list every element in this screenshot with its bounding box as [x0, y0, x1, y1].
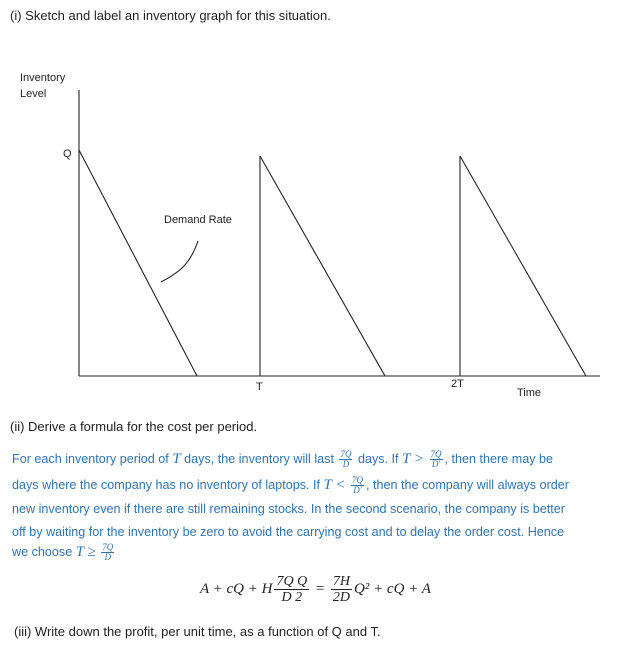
formula-fraction-1-denominator: D 2: [281, 590, 303, 605]
math-symbol: T: [402, 451, 411, 467]
inventory-drop-line-1: [79, 150, 197, 376]
formula-right: Q² + cQ + A: [353, 580, 431, 597]
math-symbol: <: [335, 477, 346, 493]
t-tick-label: T: [256, 381, 263, 393]
answer-line-4: off by waiting for the inventory be zero to avoid the carrying cost and to delay the order cost. Hence: [12, 525, 565, 539]
fraction-numerator: 7Q: [352, 475, 363, 486]
fraction-7q-over-d-prime: [351, 476, 364, 495]
answer-text: we choose: [12, 545, 73, 559]
time-axis-label: Time: [517, 387, 542, 399]
answer-text: , then the company will always order: [366, 478, 569, 492]
fraction-numerator: 7Q: [340, 449, 352, 460]
answer-text: , then there may be: [444, 452, 554, 466]
fraction-numerator: 7Q: [430, 449, 442, 460]
fraction-7q-over-d: [101, 543, 114, 562]
formula-fraction-2-numerator: 7H: [332, 574, 350, 589]
math-symbol: ≥: [87, 544, 96, 560]
inventory-drop-line-2: [260, 156, 385, 376]
two-t-tick-label: 2T: [451, 378, 464, 390]
cost-formula: [200, 574, 431, 605]
answer-text: days where the company has no inventory of laptops. If: [12, 478, 321, 492]
fraction-denominator: D': [353, 485, 362, 496]
formula-fraction-1: [274, 574, 309, 605]
question-i: (i) Sketch and label an inventory graph for this situation.: [10, 8, 331, 23]
fraction-numerator: 7Q: [102, 542, 114, 553]
y-axis-label-line1: Inventory: [20, 72, 66, 84]
formula-fraction-2: [331, 574, 352, 605]
question-ii: (ii) Derive a formula for the cost per period.: [10, 419, 258, 434]
fraction-denominator: D: [104, 552, 112, 563]
math-symbol: T: [323, 477, 332, 493]
q-label: Q: [63, 148, 72, 160]
answer-line-5: [12, 541, 116, 564]
fraction-7q-over-d: [339, 450, 352, 469]
answer-line-1: [12, 448, 553, 471]
fraction-7q-over-d-prime: [430, 450, 443, 469]
formula-equals: =: [314, 580, 326, 597]
fraction-denominator: D: [342, 459, 350, 470]
fraction-denominator: D': [431, 459, 441, 470]
formula-left: A + cQ + H: [200, 580, 273, 597]
inventory-drop-line-3: [460, 156, 586, 376]
answer-text: For each inventory period of: [12, 452, 169, 466]
math-symbol: >: [413, 451, 425, 467]
formula-fraction-1-numerator: 7Q Q: [276, 574, 308, 589]
demand-rate-pointer: [161, 241, 198, 282]
math-symbol: T: [75, 544, 85, 560]
y-axis-label-line2: Level: [20, 88, 47, 100]
answer-line-2: [12, 474, 569, 497]
answer-text: days, the inventory will last: [184, 452, 334, 466]
math-symbol: T: [172, 451, 181, 467]
demand-rate-label: Demand Rate: [164, 214, 232, 226]
formula-fraction-2-denominator: 2D: [332, 590, 350, 605]
question-iii: (iii) Write down the profit, per unit time, as a function of Q and T.: [14, 624, 381, 639]
answer-line-3: new inventory even if there are still remaining stocks. In the second scenario, the company is better: [12, 502, 566, 516]
answer-text: days. If: [357, 452, 399, 466]
